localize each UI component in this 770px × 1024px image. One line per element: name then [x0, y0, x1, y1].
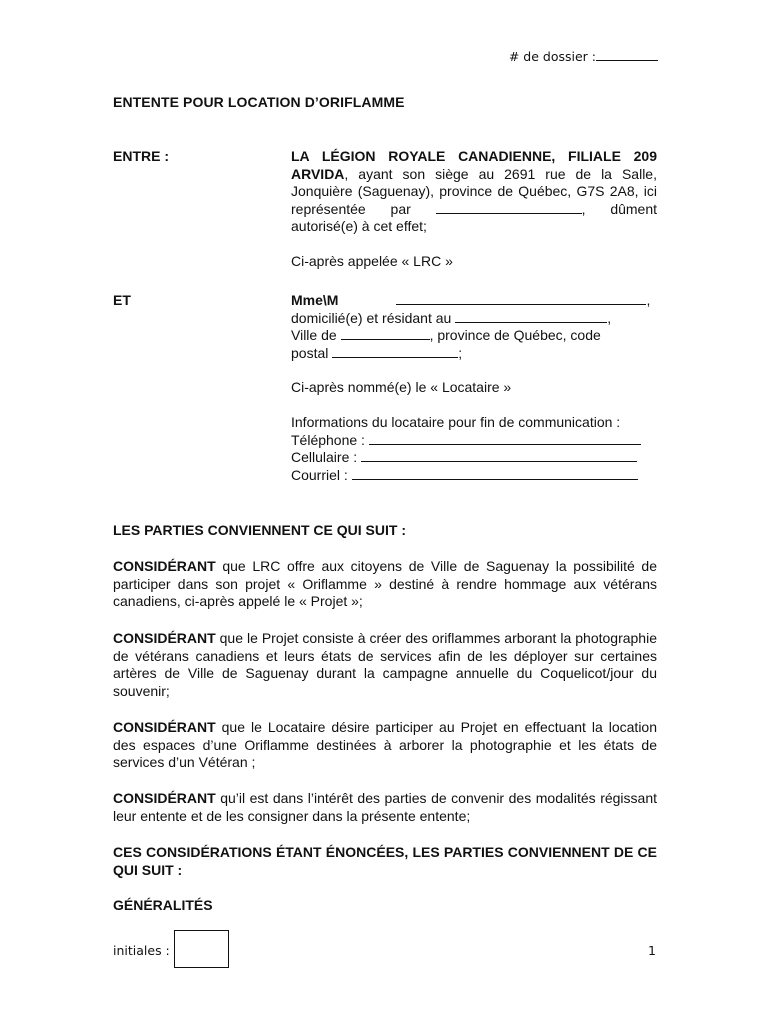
courriel-field[interactable]: [352, 467, 638, 480]
considerant-lead: CONSIDÉRANT: [113, 719, 216, 735]
contact-info: [291, 414, 657, 484]
ces-considerations-heading: CES CONSIDÉRATIONS ÉTANT ÉNONCÉES, LES PARTIES CONVIENNENT DE CE QUI SUIT :: [113, 844, 657, 878]
postal-label: postal: [291, 344, 329, 361]
considerant-text: que le Locataire désire participer au Projet en effectuant la location des espaces d’une Oriflamme destinées à arborer la photographie et les états de services d’un Vétéran ;: [113, 719, 657, 771]
initials-box[interactable]: [174, 930, 229, 968]
contact-info-title: Informations du locataire pour fin de communication :: [291, 413, 621, 430]
org-authorized: , dûment autorisé(e) à cet effet;: [291, 200, 658, 235]
considerant-1: [113, 558, 657, 611]
dossier-label: # de dossier :: [508, 49, 596, 64]
city-field[interactable]: [341, 327, 430, 340]
org-name: LA LÉGION ROYALE CANADIENNE, FILIALE 209 ARVIDA: [291, 148, 657, 182]
considerant-2: [113, 630, 657, 700]
considerant-3: [113, 719, 657, 772]
considerant-lead: CONSIDÉRANT: [113, 790, 216, 806]
dossier-number: [509, 48, 658, 66]
ville-label: Ville de: [291, 327, 337, 344]
page-number: 1: [648, 943, 656, 958]
courriel-label: Courriel :: [291, 466, 348, 483]
locataire-called: Ci-après nommé(e) le « Locataire »: [291, 379, 512, 396]
domicile-label: domicilié(e) et résidant au: [291, 309, 452, 326]
representative-field[interactable]: [436, 201, 582, 214]
org-address: , ayant son siège au 2691 rue de la Salle, Jonquière (Saguenay), province de Québec, G7S 2A8, ici représentée par: [291, 165, 657, 217]
mme-label: Mme\M: [291, 292, 339, 308]
parties-heading: LES PARTIES CONVIENNENT CE QUI SUIT :: [113, 522, 406, 538]
considerant-lead: CONSIDÉRANT: [113, 558, 216, 574]
initials-label: initiales :: [113, 943, 170, 958]
entre-block: [291, 148, 657, 271]
postal-code-field[interactable]: [332, 345, 458, 358]
province-text: , province de Québec, code: [429, 327, 601, 344]
lrc-called: Ci-après appelée « LRC »: [291, 252, 453, 269]
entre-label: ENTRE :: [113, 148, 169, 164]
dossier-number-field[interactable]: [596, 48, 658, 61]
cellulaire-field[interactable]: [361, 449, 637, 462]
tenant-name-field[interactable]: [396, 292, 646, 305]
locataire-paragraph: Mme\M , domicilié(e) et résidant au , Ville de , province de Québec, code postal ;: [291, 292, 651, 361]
telephone-field[interactable]: [369, 432, 641, 445]
address-field[interactable]: [455, 310, 607, 323]
entre-paragraph: [291, 148, 657, 236]
considerant-text: qu’il est dans l’intérêt des parties de convenir des modalités régissant leur entente et de les consigner dans la présente entente;: [113, 790, 657, 824]
considerant-4: [113, 790, 657, 825]
generalites-heading: GÉNÉRALITÉS: [113, 897, 213, 913]
telephone-label: Téléphone :: [291, 431, 365, 448]
cellulaire-label: Cellulaire :: [291, 449, 358, 466]
et-block: [291, 292, 657, 484]
document-title: ENTENTE POUR LOCATION D’ORIFLAMME: [113, 94, 405, 110]
considerant-text: que LRC offre aux citoyens de Ville de Saguenay la possibilité de participer dans son projet « Oriflamme » destiné à rendre hommage aux vétérans canadiens, ci-après appelé le « Projet »;: [113, 558, 657, 610]
considerant-text: que le Projet consiste à créer des oriflammes arborant la photographie de vétérans canadiens et leurs états de services afin de les déployer sur certaines artères de Ville de Saguenay durant la campagne annuelle du Coquelicot/jour du souvenir;: [113, 630, 657, 699]
et-label: ET: [113, 292, 131, 308]
considerant-lead: CONSIDÉRANT: [113, 630, 216, 646]
